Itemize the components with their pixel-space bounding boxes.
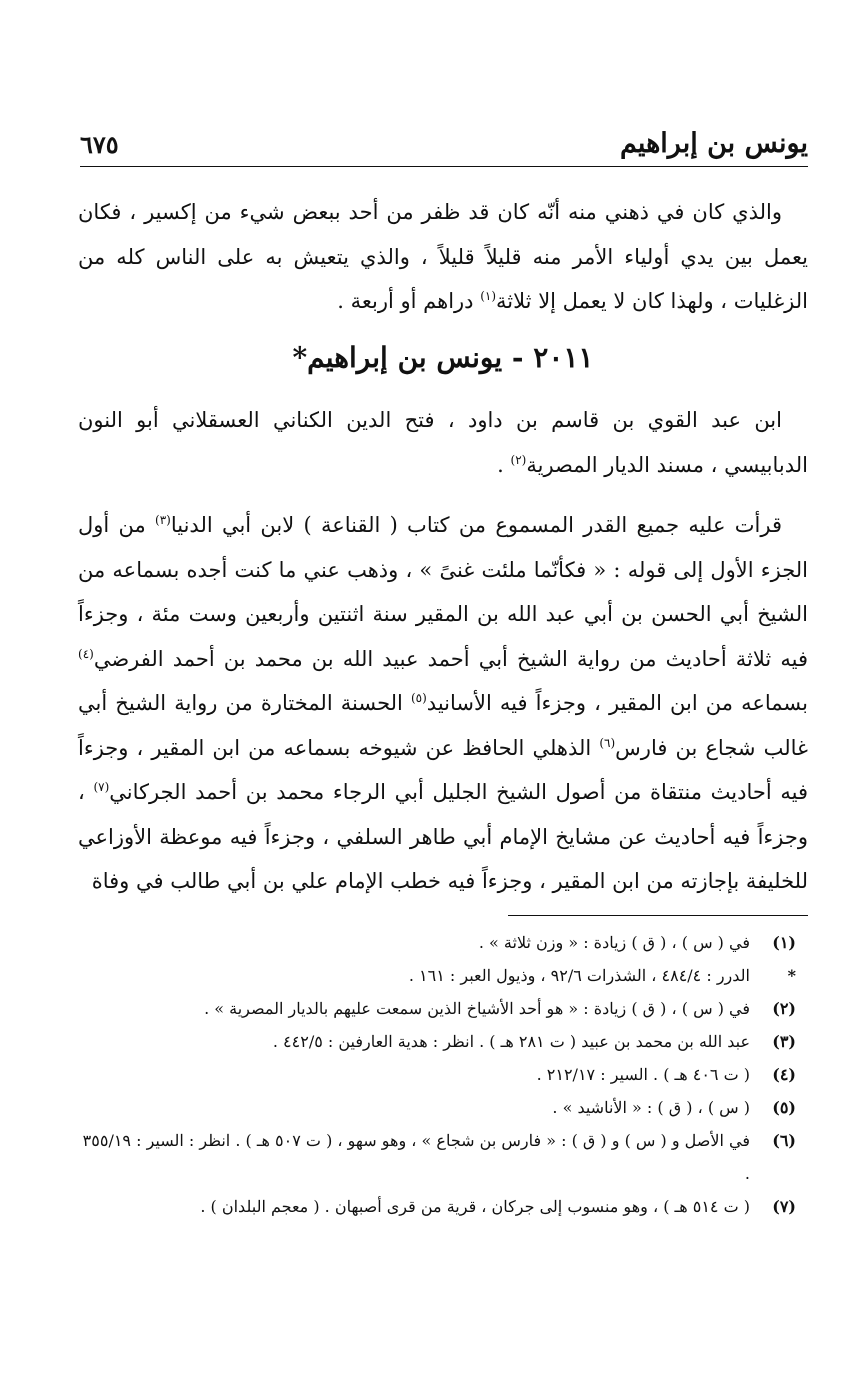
entry-body bbox=[78, 398, 808, 487]
entry-paragraph-2: قرأت عليه جميع القدر المسموع من كتاب ( القناعة ) لابن أبي الدنيا$^{(٣)}$ من أول الجزء الأول إلى قوله : « فكأنّما ملئت غنىً » ، وذهب عني ما كنت أجده بسماعه من الشيخ أبي الحسن بن أبي عبد الله بن المقير سنة اثنتين وأربعين وست مئة ، وجزءاً فيه ثلاثة أحاديث من رواية الشيخ أبي أحمد عبيد الله بن محمد بن أحمد الفرضي$^{(٤)}$ بسماعه من ابن المقير ، وجزءاً فيه الأسانيد$^{(٥)}$ الحسنة المختارة من رواية الشيخ أبي غالب شجاع بن فارس$^{(٦)}$ الذهلي الحافظ عن شيوخه بسماعه من ابن المقير ، وجزءاً فيه أحاديث منتقاة من أصول الشيخ الجليل أبي الرجاء محمد بن أحمد الجركاني$^{(٧)}$ ، وجزءاً فيه أحاديث عن مشايخ الإمام أبي طاهر السلفي ، وجزءاً فيه موعظة الأوزاعي للخليفة بإجازته من ابن المقير ، وجزءاً فيه خطب الإمام علي بن أبي طالب في وفاة bbox=[78, 513, 808, 893]
footnote-mark: (١) bbox=[772, 933, 796, 952]
footnote-text: ( س ) ، ( ق ) : « الأناشيد » . bbox=[552, 1098, 750, 1117]
header-rule bbox=[80, 166, 808, 167]
footnote-rule bbox=[508, 915, 808, 916]
footnote-ref[interactable]: (٢) bbox=[510, 452, 527, 467]
footnote-text: في ( س ) ، ( ق ) زيادة : « وزن ثلاثة » . bbox=[478, 933, 750, 952]
page-header bbox=[80, 128, 808, 164]
footnote bbox=[78, 1058, 808, 1091]
footnote-text: ( ت ٤٠٦ هـ ) . السير : ٢١٢/١٧ . bbox=[536, 1065, 750, 1084]
running-title: يونس بن إبراهيم bbox=[619, 128, 808, 159]
intro-paragraph-text: والذي كان في ذهني منه أنّه كان قد ظفر من أحد ببعض شيء من إكسير ، فكان يعمل بين يدي أولياء الأمر منه قليلاً قليلاً ، والذي يتعيش به على الناس كله من الزغليات ، ولهذا كان لا يعمل إلا ثلاثة$^{(١)}$ دراهم أو أربعة . bbox=[78, 200, 808, 313]
footnote-ref[interactable]: (١) bbox=[480, 289, 497, 303]
footnote-ref[interactable]: (٣) bbox=[155, 513, 171, 527]
footnote-mark: (٧) bbox=[772, 1197, 796, 1216]
footnote bbox=[78, 1190, 808, 1223]
footnote-text: ( ت ٥١٤ هـ ) ، وهو منسوب إلى جركان ، قرية من قرى أصبهان . ( معجم البلدان ) . bbox=[200, 1197, 750, 1216]
intro-paragraph bbox=[78, 190, 808, 324]
footnote bbox=[78, 926, 808, 959]
footnote-text: الدرر : ٤٨٤/٤ ، الشذرات ٩٢/٦ ، وذيول العبر : ١٦١ . bbox=[408, 966, 750, 985]
page-number: ٦٧٥ bbox=[80, 130, 119, 159]
footnote-mark: (٤) bbox=[772, 1065, 796, 1084]
footnote-mark: (٢) bbox=[772, 999, 796, 1018]
entry-heading: ٢٠١١ - يونس بن إبراهيم* bbox=[292, 341, 594, 374]
footnote-text: في الأصل و ( س ) و ( ق ) : « فارس بن شجاع » ، وهو سهو ، ( ت ٥٠٧ هـ ) . انظر : السير : ٣٥٥/١٩ . bbox=[82, 1131, 750, 1183]
footnote bbox=[78, 959, 808, 992]
footnote-ref[interactable]: (٦) bbox=[599, 735, 616, 750]
entry-paragraph-2-block bbox=[78, 503, 808, 904]
footnote-ref[interactable]: (٧) bbox=[93, 780, 110, 794]
footnote bbox=[78, 1124, 808, 1190]
entry-paragraph-1: ابن عبد القوي بن قاسم بن داود ، فتح الدين الكناني العسقلاني أبو النون الدبابيسي ، مسند الديار المصرية$^{(٢)}$ . bbox=[78, 408, 808, 477]
footnote-mark: * bbox=[787, 966, 796, 985]
footnote-ref[interactable]: (٤) bbox=[78, 646, 94, 661]
footnote bbox=[78, 992, 808, 1025]
footnote-mark: (٦) bbox=[772, 1131, 796, 1150]
footnote bbox=[78, 1025, 808, 1058]
footnote-text: في ( س ) ، ( ق ) زيادة : « هو أحد الأشياخ الذين سمعت عليهم بالديار المصرية » . bbox=[204, 999, 750, 1018]
footnote-ref[interactable]: (٥) bbox=[410, 691, 427, 705]
footnote-text: عبد الله بن محمد بن عبيد ( ت ٢٨١ هـ ) . انظر : هدية العارفين : ٤٤٢/٥ . bbox=[272, 1032, 750, 1051]
footnote-mark: (٥) bbox=[772, 1098, 796, 1117]
footnotes bbox=[78, 926, 808, 1223]
footnote bbox=[78, 1091, 808, 1124]
footnote-mark: (٣) bbox=[772, 1032, 796, 1051]
